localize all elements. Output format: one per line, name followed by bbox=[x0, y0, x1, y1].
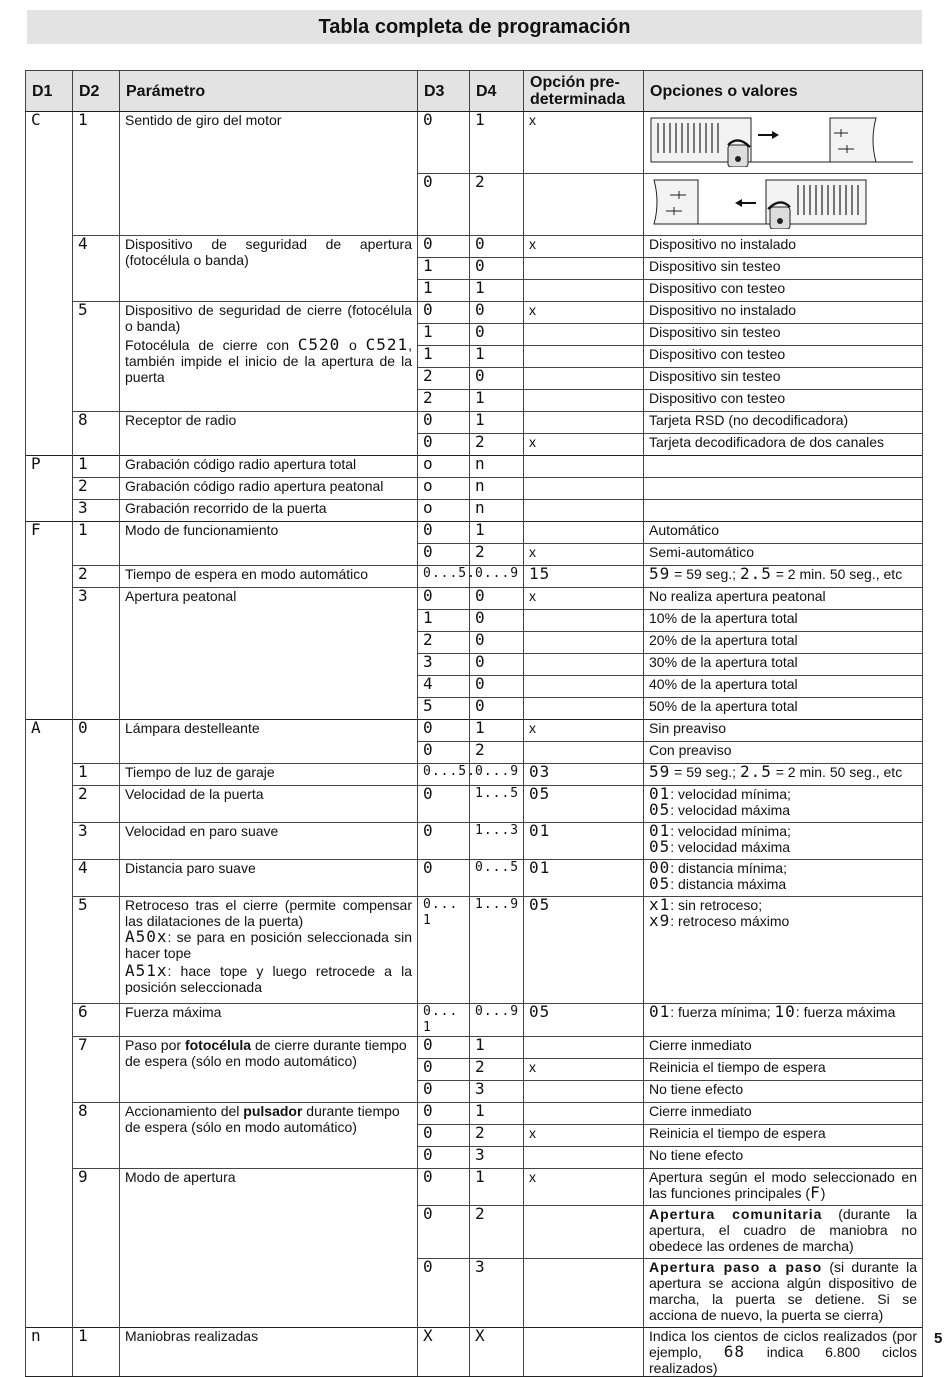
param-code: 2 bbox=[73, 478, 120, 500]
d3-value: 5 bbox=[418, 698, 470, 720]
param-code: 2 bbox=[73, 566, 120, 588]
group-p: P bbox=[26, 456, 73, 478]
d4-value: 1 bbox=[470, 346, 524, 368]
d4-value: 1 bbox=[470, 1103, 524, 1125]
option-text: 01: velocidad mínima; 05: velocidad máxima bbox=[644, 786, 923, 823]
d3-value: 0 bbox=[418, 720, 470, 742]
page-number: 5 bbox=[934, 1330, 943, 1347]
d3-value: 0...5. bbox=[418, 764, 470, 786]
param-code: 4 bbox=[73, 860, 120, 897]
option-text: 01: velocidad mínima; 05: velocidad máxima bbox=[644, 823, 923, 860]
default-mark: x bbox=[524, 112, 644, 174]
d4-value: 0 bbox=[470, 632, 524, 654]
d3-value: 0 bbox=[418, 302, 470, 324]
param-code: 1 bbox=[73, 112, 120, 174]
default-mark: x bbox=[524, 544, 644, 566]
d4-value: 0 bbox=[470, 588, 524, 610]
gate-direction-right-image bbox=[644, 112, 923, 174]
option-text: 59 = 59 seg.; 2.5 = 2 min. 50 seg., etc bbox=[644, 566, 923, 588]
d4-value: 1 bbox=[470, 390, 524, 412]
d4-value: 0 bbox=[470, 324, 524, 346]
param-code: 7 bbox=[73, 1037, 120, 1059]
d3-value: 0 bbox=[418, 1169, 470, 1206]
default-value: 05 bbox=[524, 897, 644, 1004]
d3-value: 1 bbox=[418, 280, 470, 302]
d3-value: 1 bbox=[418, 258, 470, 280]
param-name: Grabación código radio apertura peatonal bbox=[120, 478, 418, 500]
d4-value: 0...9 bbox=[470, 1004, 524, 1037]
param-name: Grabación recorrido de la puerta bbox=[120, 500, 418, 522]
option-text: 40% de la apertura total bbox=[644, 676, 923, 698]
d3-value: 0...5. bbox=[418, 566, 470, 588]
d3-value: 0 bbox=[418, 1125, 470, 1147]
d3-value: 1 bbox=[418, 610, 470, 632]
d3-value: 2 bbox=[418, 368, 470, 390]
param-name: Lámpara destelleante bbox=[120, 720, 418, 764]
option-text: Cierre inmediato bbox=[644, 1037, 923, 1059]
option-text: No tiene efecto bbox=[644, 1147, 923, 1169]
option-text: 01: fuerza mínima; 10: fuerza máxima bbox=[644, 1004, 923, 1037]
header-options: Opciones o valores bbox=[644, 71, 923, 112]
d3-value: 1 bbox=[418, 346, 470, 368]
param-code: 3 bbox=[73, 823, 120, 860]
option-text: Cierre inmediato bbox=[644, 1103, 923, 1125]
d4-value: 1 bbox=[470, 522, 524, 544]
default-value: 05 bbox=[524, 786, 644, 823]
option-text: Apertura comunitaria (durante la apertura, el cuadro de maniobra no obedece las ordenes de marcha) bbox=[644, 1206, 923, 1259]
d3-value: 0 bbox=[418, 412, 470, 434]
param-name: Receptor de radio bbox=[120, 412, 418, 456]
d3-value: 0 bbox=[418, 1059, 470, 1081]
d3-value: 0 bbox=[418, 786, 470, 823]
param-name: Dispositivo de seguridad de apertura (fotocélula o banda) bbox=[120, 236, 418, 302]
param-code: 1 bbox=[73, 1328, 120, 1377]
d3-value: 0 bbox=[418, 1259, 470, 1328]
param-code: 8 bbox=[73, 412, 120, 434]
d4-value: 3 bbox=[470, 1081, 524, 1103]
option-text: 10% de la apertura total bbox=[644, 610, 923, 632]
d4-value: 0 bbox=[470, 610, 524, 632]
option-text: Dispositivo con testeo bbox=[644, 390, 923, 412]
group-n: n bbox=[26, 1328, 73, 1377]
d4-value: n bbox=[470, 478, 524, 500]
param-name: Velocidad de la puerta bbox=[120, 786, 418, 823]
d3-value: 2 bbox=[418, 390, 470, 412]
d4-value: 0 bbox=[470, 654, 524, 676]
d3-value: 0... 1 bbox=[418, 1004, 470, 1037]
d3-value: 2 bbox=[418, 632, 470, 654]
d4-value: 1...9 bbox=[470, 897, 524, 1004]
param-code: 1 bbox=[73, 456, 120, 478]
option-text: Dispositivo sin testeo bbox=[644, 324, 923, 346]
d3-value: 0 bbox=[418, 1037, 470, 1059]
param-name: Maniobras realizadas bbox=[120, 1328, 418, 1377]
default-mark: x bbox=[524, 434, 644, 456]
option-text: Dispositivo sin testeo bbox=[644, 368, 923, 390]
header-d1: D1 bbox=[26, 71, 73, 112]
d3-value: 0 bbox=[418, 236, 470, 258]
d4-value: 2 bbox=[470, 1125, 524, 1147]
d4-value: 1...3 bbox=[470, 823, 524, 860]
param-code: 8 bbox=[73, 1103, 120, 1125]
param-name: Velocidad en paro suave bbox=[120, 823, 418, 860]
d4-value: 0 bbox=[470, 302, 524, 324]
option-text: Apertura paso a paso (si durante la apertura se acciona algún dispositivo de marcha, la puerta se detiene. Si se acciona de nuevo, la puerta se cierra) bbox=[644, 1259, 923, 1328]
default-value: 15 bbox=[524, 566, 644, 588]
d4-value: 2 bbox=[470, 742, 524, 764]
d3-value: 0... 1 bbox=[418, 897, 470, 1004]
option-text: Tarjeta decodificadora de dos canales bbox=[644, 434, 923, 456]
d4-value: 0 bbox=[470, 258, 524, 280]
param-code: 4 bbox=[73, 236, 120, 258]
option-text: Dispositivo con testeo bbox=[644, 346, 923, 368]
default-value: 05 bbox=[524, 1004, 644, 1037]
default-mark: x bbox=[524, 1125, 644, 1147]
d4-value: 1 bbox=[470, 1037, 524, 1059]
d4-value: 2 bbox=[470, 434, 524, 456]
d3-value: 0 bbox=[418, 860, 470, 897]
d4-value: 3 bbox=[470, 1147, 524, 1169]
param-name: Retroceso tras el cierre (permite compensar las dilataciones de la puerta) A50x: se para en posición seleccionada sin hacer tope A51x: hace tope y luego retrocede a la posición seleccionada bbox=[120, 897, 418, 1004]
option-text: Automático bbox=[644, 522, 923, 544]
d3-value: 0 bbox=[418, 1103, 470, 1125]
param-code: 0 bbox=[73, 720, 120, 742]
d4-value: 1 bbox=[470, 112, 524, 174]
d3-value: 0 bbox=[418, 823, 470, 860]
param-name: Paso por fotocélula de cierre durante tiempo de espera (sólo en modo automático) bbox=[120, 1037, 418, 1103]
d3-value: 0 bbox=[418, 588, 470, 610]
option-text: Dispositivo sin testeo bbox=[644, 258, 923, 280]
option-text: x1: sin retroceso; x9: retroceso máximo bbox=[644, 897, 923, 1004]
param-code: 3 bbox=[73, 588, 120, 610]
param-code: 6 bbox=[73, 1004, 120, 1037]
d3-value: 0 bbox=[418, 1147, 470, 1169]
group-c: C bbox=[26, 112, 73, 174]
option-text: Dispositivo no instalado bbox=[644, 236, 923, 258]
param-code: 2 bbox=[73, 786, 120, 823]
option-text: No realiza apertura peatonal bbox=[644, 588, 923, 610]
option-text: 20% de la apertura total bbox=[644, 632, 923, 654]
d4-value: 0 bbox=[470, 676, 524, 698]
param-name: Fuerza máxima bbox=[120, 1004, 418, 1037]
param-code: 5 bbox=[73, 302, 120, 324]
option-text: Semi-automático bbox=[644, 544, 923, 566]
param-code: 5 bbox=[73, 897, 120, 1004]
d3-value: 0 bbox=[418, 742, 470, 764]
d4-value: 2 bbox=[470, 1059, 524, 1081]
d3-value: 0 bbox=[418, 1206, 470, 1259]
d3-value: 0 bbox=[418, 174, 470, 236]
d3-value: 0 bbox=[418, 112, 470, 174]
param-code: 3 bbox=[73, 500, 120, 522]
option-text: 50% de la apertura total bbox=[644, 698, 923, 720]
option-text: Dispositivo no instalado bbox=[644, 302, 923, 324]
d4-value: 1 bbox=[470, 720, 524, 742]
header-default: Opción pre- determinada bbox=[524, 71, 644, 112]
header-d3: D3 bbox=[418, 71, 470, 112]
d4-value: 0...9 bbox=[470, 764, 524, 786]
param-name: Tiempo de espera en modo automático bbox=[120, 566, 418, 588]
option-text: No tiene efecto bbox=[644, 1081, 923, 1103]
default-value: 01 bbox=[524, 860, 644, 897]
group-f: F bbox=[26, 522, 73, 544]
d4-value: n bbox=[470, 500, 524, 522]
d3-value: 0 bbox=[418, 1081, 470, 1103]
param-name: Grabación código radio apertura total bbox=[120, 456, 418, 478]
d3-value: 3 bbox=[418, 654, 470, 676]
d4-value: 1...5 bbox=[470, 786, 524, 823]
param-name: Dispositivo de seguridad de cierre (fotocélula o banda) Fotocélula de cierre con C520 o C521, también impide el inicio de la apertura de la puerta bbox=[120, 302, 418, 412]
d3-value: o bbox=[418, 500, 470, 522]
param-code: 9 bbox=[73, 1169, 120, 1206]
d3-value: 0 bbox=[418, 544, 470, 566]
d4-value: 2 bbox=[470, 544, 524, 566]
default-mark: x bbox=[524, 720, 644, 742]
d4-value: n bbox=[470, 456, 524, 478]
default-value: 03 bbox=[524, 764, 644, 786]
d4-value: X bbox=[470, 1328, 524, 1377]
option-text: Indica los cientos de ciclos realizados (por ejemplo, 68 indica 6.800 ciclos realizados) bbox=[644, 1328, 923, 1377]
option-text: 00: distancia mínima; 05: distancia máxima bbox=[644, 860, 923, 897]
default-mark: x bbox=[524, 588, 644, 610]
gate-direction-left-image bbox=[644, 174, 923, 236]
d4-value: 2 bbox=[470, 174, 524, 236]
d4-value: 2 bbox=[470, 1206, 524, 1259]
param-name: Distancia paro suave bbox=[120, 860, 418, 897]
default-mark: x bbox=[524, 236, 644, 258]
default-mark: x bbox=[524, 1059, 644, 1081]
param-name: Tiempo de luz de garaje bbox=[120, 764, 418, 786]
d4-value: 1 bbox=[470, 1169, 524, 1206]
header-d2: D2 bbox=[73, 71, 120, 112]
option-text: 30% de la apertura total bbox=[644, 654, 923, 676]
param-name: Accionamiento del pulsador durante tiempo de espera (sólo en modo automático) bbox=[120, 1103, 418, 1169]
group-a: A bbox=[26, 720, 73, 742]
option-text: Reinicia el tiempo de espera bbox=[644, 1059, 923, 1081]
programming-table bbox=[25, 70, 923, 1377]
header-d4: D4 bbox=[470, 71, 524, 112]
option-text: Apertura según el modo seleccionado en las funciones principales (F) bbox=[644, 1169, 923, 1206]
d4-value: 0 bbox=[470, 236, 524, 258]
d3-value: o bbox=[418, 478, 470, 500]
param-name: Apertura peatonal bbox=[120, 588, 418, 720]
param-name: Modo de apertura bbox=[120, 1169, 418, 1328]
d4-value: 3 bbox=[470, 1259, 524, 1328]
option-text: Tarjeta RSD (no decodificadora) bbox=[644, 412, 923, 434]
option-text: Dispositivo con testeo bbox=[644, 280, 923, 302]
default-mark: x bbox=[524, 302, 644, 324]
param-code: 1 bbox=[73, 522, 120, 544]
d3-value: o bbox=[418, 456, 470, 478]
option-text: Reinicia el tiempo de espera bbox=[644, 1125, 923, 1147]
option-text: Sin preaviso bbox=[644, 720, 923, 742]
option-text: 59 = 59 seg.; 2.5 = 2 min. 50 seg., etc bbox=[644, 764, 923, 786]
d4-value: 1 bbox=[470, 280, 524, 302]
d4-value: 0...5 bbox=[470, 860, 524, 897]
d3-value: 0 bbox=[418, 434, 470, 456]
d3-value: 4 bbox=[418, 676, 470, 698]
d4-value: 0 bbox=[470, 368, 524, 390]
option-text: Con preaviso bbox=[644, 742, 923, 764]
param-name: Modo de funcionamiento bbox=[120, 522, 418, 566]
default-mark: x bbox=[524, 1169, 644, 1206]
page-title: Tabla completa de programación bbox=[27, 10, 922, 44]
default-value: 01 bbox=[524, 823, 644, 860]
param-name: Sentido de giro del motor bbox=[120, 112, 418, 236]
d3-value: 0 bbox=[418, 522, 470, 544]
param-code: 1 bbox=[73, 764, 120, 786]
d3-value: 1 bbox=[418, 324, 470, 346]
d4-value: 1 bbox=[470, 412, 524, 434]
d4-value: 0 bbox=[470, 698, 524, 720]
d3-value: X bbox=[418, 1328, 470, 1377]
header-param: Parámetro bbox=[120, 71, 418, 112]
d4-value: 0...9 bbox=[470, 566, 524, 588]
